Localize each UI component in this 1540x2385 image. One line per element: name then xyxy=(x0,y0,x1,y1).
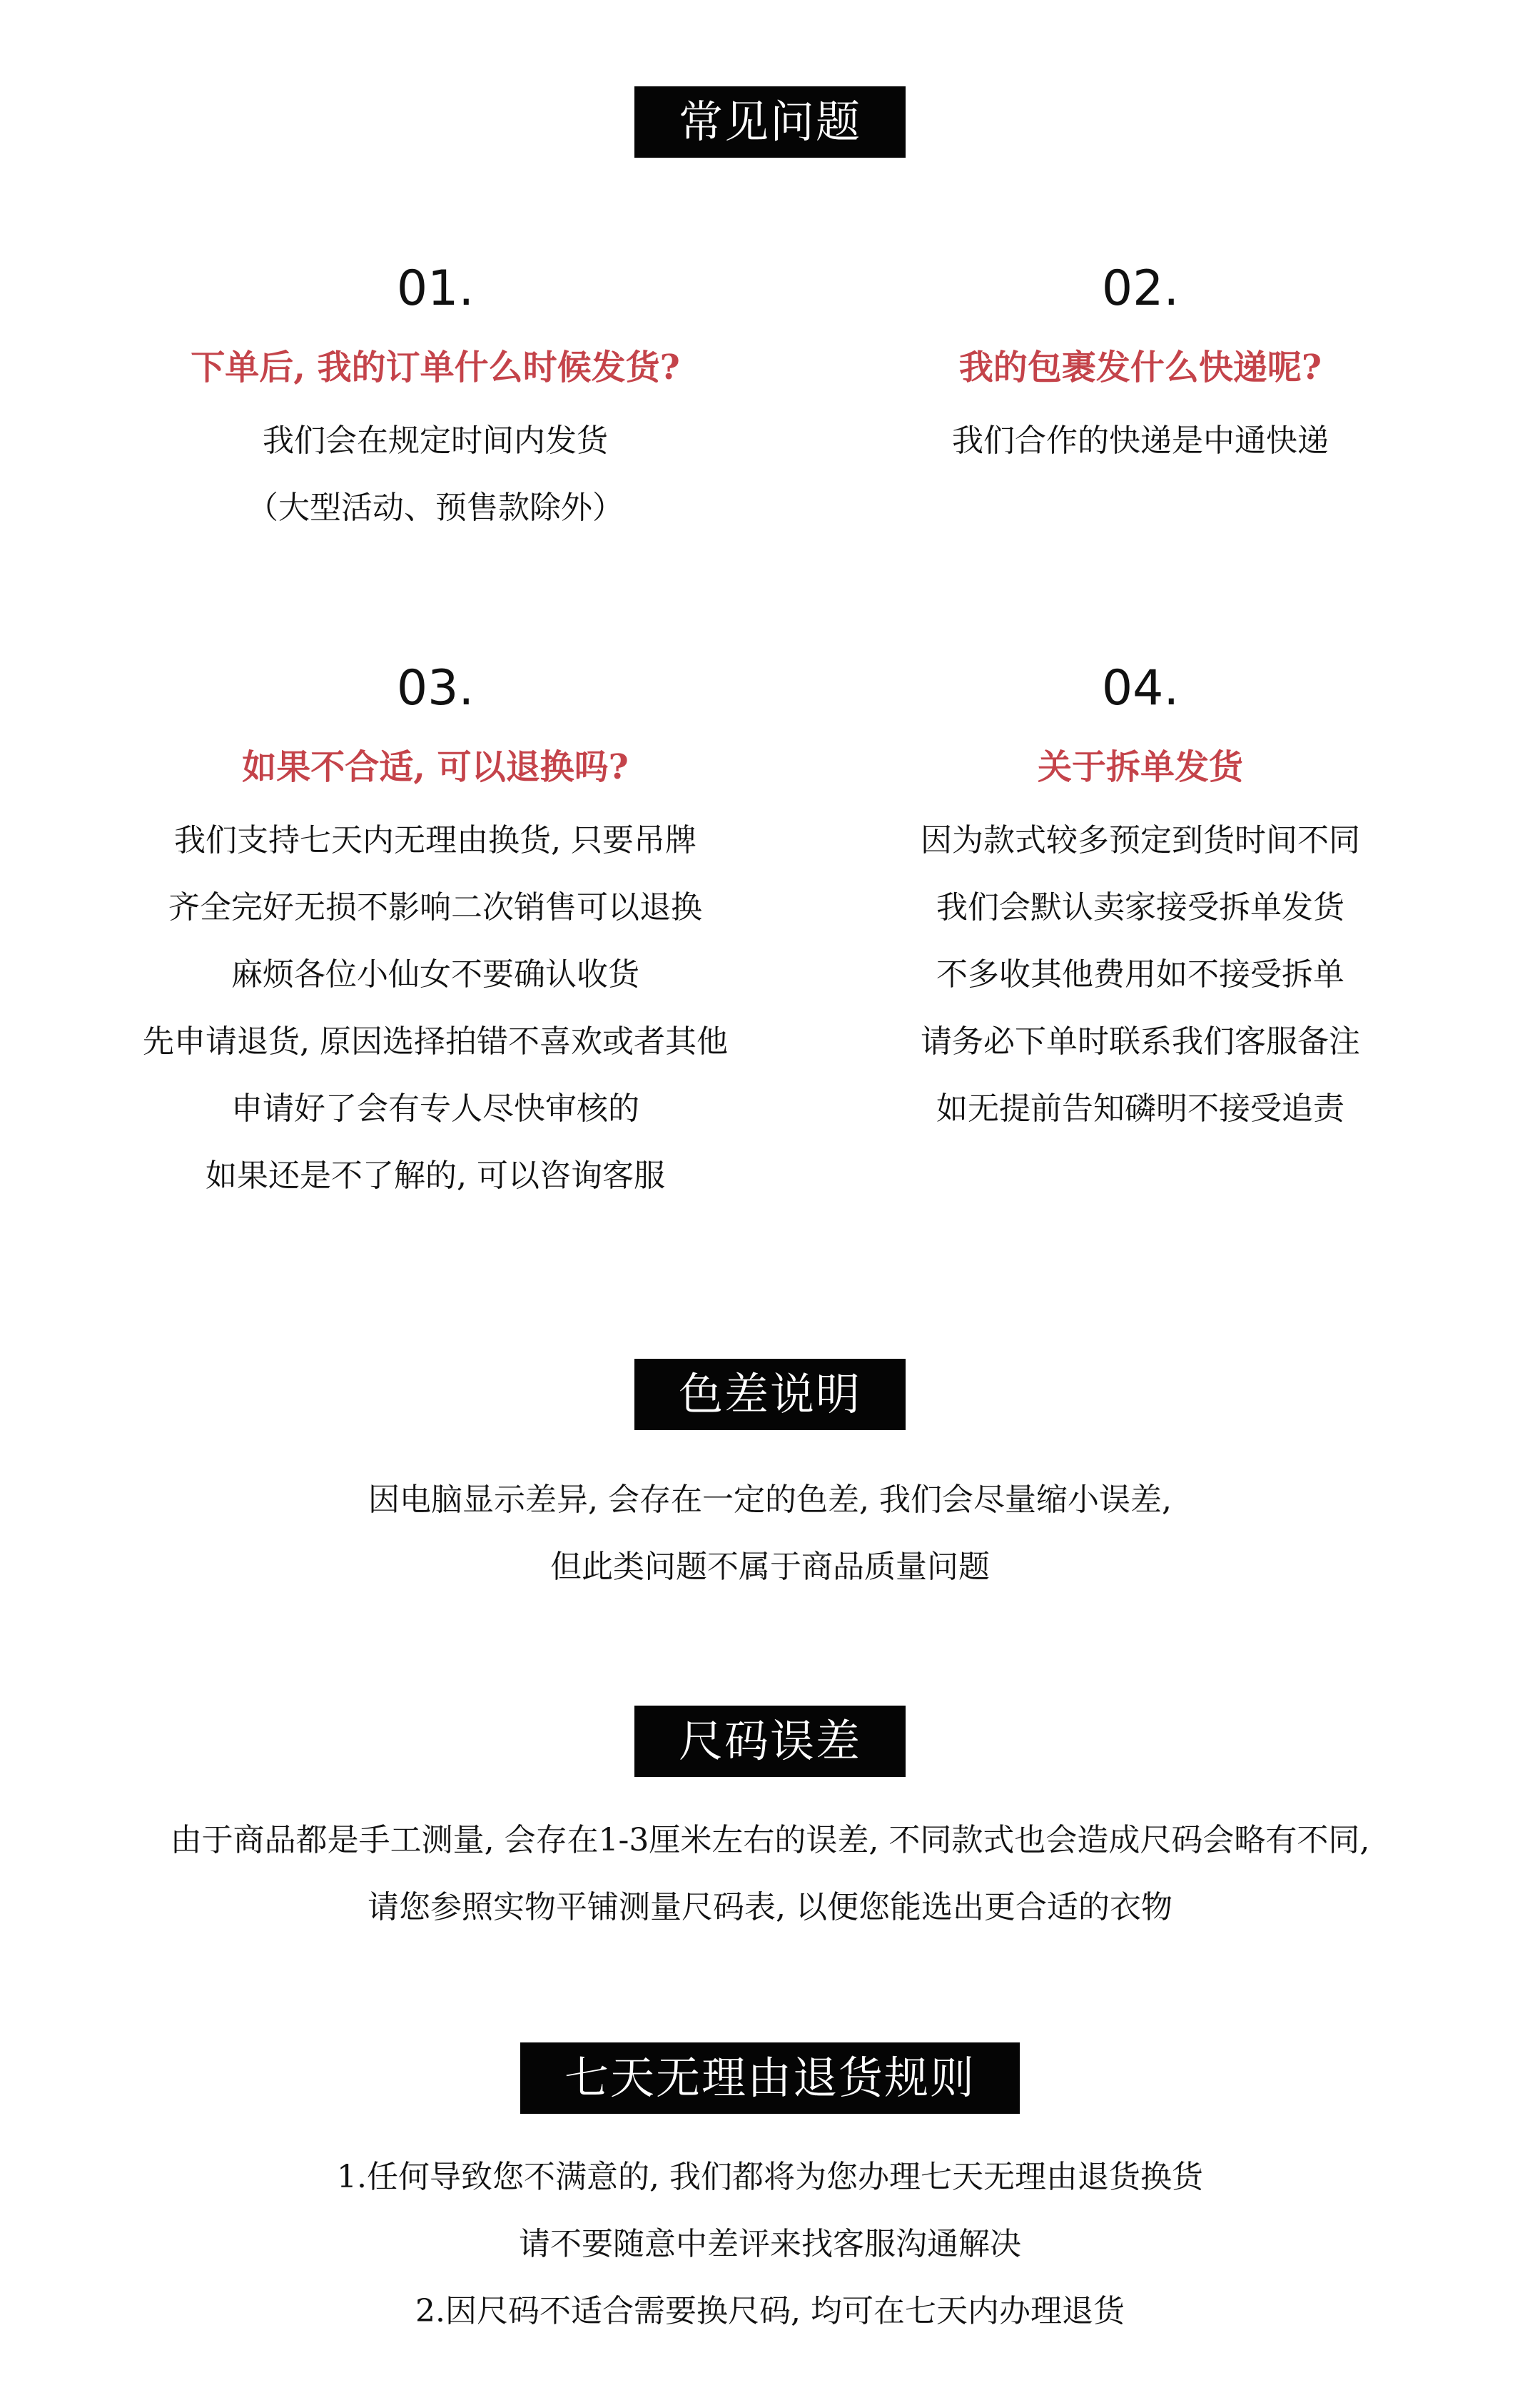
faq-answer xyxy=(78,807,792,1210)
faq-answer-line: 请务必下单时联系我们客服备注 xyxy=(921,1023,1360,1060)
faq-answer-line: 麻烦各位小仙女不要确认收货 xyxy=(231,956,639,993)
faq-answer xyxy=(78,407,792,542)
size-error-line: 请您参照实物平铺测量尺码表, 以便您能选出更合适的衣物 xyxy=(368,1889,1172,1925)
faq-question: 如果不合适, 可以退换吗? xyxy=(242,747,629,787)
faq-answer-line: 我们会在规定时间内发货 xyxy=(263,422,608,459)
faq-answer-line: 如果还是不了解的, 可以咨询客服 xyxy=(206,1158,665,1194)
faq-answer-line: （大型活动、预售款除外） xyxy=(247,490,624,526)
return-policy-line: 2.因尺码不适合需要换尺码, 均可在七天内办理退货 xyxy=(415,2293,1125,2329)
color-diff-line: 但此类问题不属于商品质量问题 xyxy=(550,1549,990,1585)
return-policy-line: 1.任何导致您不满意的, 我们都将为您办理七天无理由退货换货 xyxy=(337,2159,1203,2195)
faq-question: 我的包裹发什么快递呢? xyxy=(958,348,1322,388)
faq-answer xyxy=(784,407,1497,475)
faq-item-03 xyxy=(78,660,792,1210)
faq-question: 下单后, 我的订单什么时候发货? xyxy=(191,348,680,388)
faq-answer-line: 如无提前告知磷明不接受追责 xyxy=(936,1090,1344,1127)
faq-answer-line: 我们支持七天内无理由换货, 只要吊牌 xyxy=(174,822,696,859)
faq-answer-line: 我们会默认卖家接受拆单发货 xyxy=(936,889,1344,926)
faq-answer-line: 齐全完好无损不影响二次销售可以退换 xyxy=(168,889,702,926)
faq-answer-line: 先申请退货, 原因选择拍错不喜欢或者其他 xyxy=(143,1023,728,1060)
faq-number: 02. xyxy=(1101,260,1180,317)
color-diff-section-header: 色差说明 xyxy=(634,1359,906,1430)
return-policy-text xyxy=(0,2144,1540,2345)
faq-item-02 xyxy=(784,260,1497,475)
faq-number: 04. xyxy=(1101,660,1180,716)
size-error-section-header: 尺码误差 xyxy=(634,1706,906,1777)
faq-answer-line: 不多收其他费用如不接受拆单 xyxy=(936,956,1344,993)
size-error-line: 由于商品都是手工测量, 会存在1-3厘米左右的误差, 不同款式也会造成尺码会略有不同, xyxy=(170,1822,1370,1858)
faq-section-header: 常见问题 xyxy=(634,86,906,158)
faq-number: 03. xyxy=(396,660,475,716)
faq-item-04 xyxy=(784,660,1497,1143)
return-policy-section-header: 七天无理由退货规则 xyxy=(520,2042,1020,2114)
faq-item-01 xyxy=(78,260,792,542)
faq-answer-line: 申请好了会有专人尽快审核的 xyxy=(231,1090,639,1127)
color-diff-line: 因电脑显示差异, 会存在一定的色差, 我们会尽量缩小误差, xyxy=(368,1482,1172,1518)
faq-number: 01. xyxy=(396,260,475,317)
faq-answer-line: 我们合作的快递是中通快递 xyxy=(952,422,1329,459)
faq-answer xyxy=(784,807,1497,1143)
size-error-text xyxy=(0,1807,1540,1941)
faq-answer-line: 因为款式较多预定到货时间不同 xyxy=(921,822,1360,859)
color-diff-text xyxy=(0,1467,1540,1601)
faq-question: 关于拆单发货 xyxy=(1037,747,1243,787)
return-policy-line: 请不要随意中差评来找客服沟通解决 xyxy=(519,2226,1021,2262)
